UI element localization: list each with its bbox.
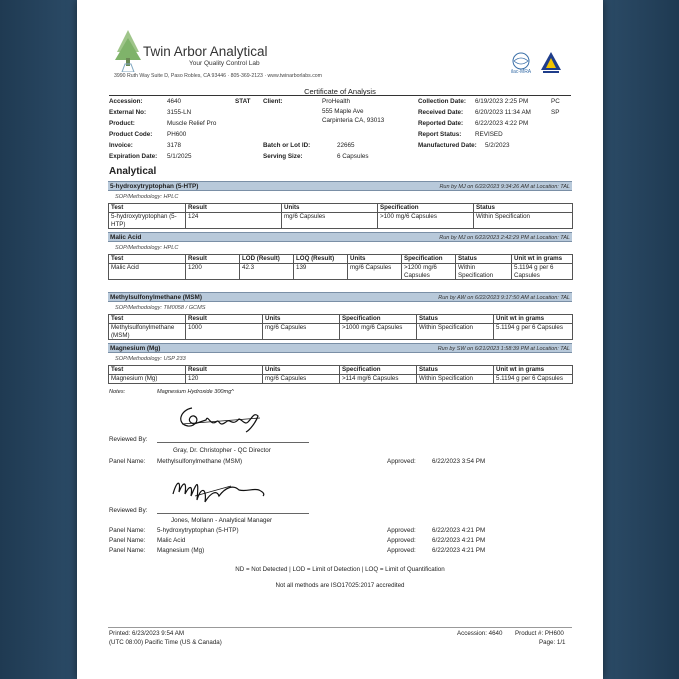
panel-name-value: Malic Acid [157,537,186,544]
received-date-label: Received Date: [418,109,464,116]
client-name: ProHealth [322,98,351,105]
table-header-row [109,315,573,324]
section-sop: SOP/Methodology: USP 233 [115,356,186,362]
received-code: SP [551,109,560,116]
table-cell: >1000 mg/6 Capsules [340,323,417,340]
certificate-page [77,0,603,679]
invoice-value: 3178 [167,142,182,149]
section-run-info: Run by SW on 6/21/2023 1:58:39 PM at Location: TAL [437,345,570,352]
table-row [109,374,573,383]
section-bar-5htp [108,181,572,191]
table-cell: mg/6 Capsules [263,374,340,383]
section-bar-msm [108,292,572,302]
section-sop: SOP/Methodology: TM0058 / GCMS [115,305,206,311]
section-name: Magnesium (Mg) [110,345,161,352]
column-header: Unit wt in grams [512,255,573,264]
approved-label: Approved: [387,458,416,465]
table-cell: >100 mg/6 Capsules [378,212,474,229]
table-cell: 5.1194 g per 6 Capsules [494,374,573,383]
abbreviation-legend: ND = Not Detected | LOD = Limit of Detection | LOQ = Limit of Quantification [235,566,445,573]
approved-value: 6/22/2023 3:54 PM [432,458,486,465]
table-cell: 5.1194 g per 6 Capsules [512,263,573,280]
external-no-value: 3155-LN [167,109,192,116]
table-cell: >1200 mg/6 Capsules [402,263,456,280]
table-row [109,263,573,280]
table-row [109,323,573,340]
analytical-heading: Analytical [109,166,157,177]
section-name: Malic Acid [110,234,142,241]
approved-label: Approved: [387,547,416,554]
results-table-5htp [108,203,573,229]
svg-text:ilac-MRA: ilac-MRA [510,69,532,74]
expiration-date-label: Expiration Date: [109,153,158,160]
manufactured-date-value: 5/2/2023 [485,142,510,149]
external-no-label: External No: [109,109,147,116]
product-code-value: PH600 [167,131,187,138]
column-header: LOD (Result) [240,255,294,264]
product-value: Muscle Relief Pro [167,120,217,127]
table-cell: 1000 [186,323,263,340]
reviewer-name-2: Jones, Mollann - Analytical Manager [171,517,273,524]
manufactured-date-label: Manufactured Date: [418,142,477,149]
column-header: Unit wt in grams [494,315,573,324]
table-cell: 42.3 [240,263,294,280]
table-cell: 1200 [186,263,240,280]
invoice-label: Invoice: [109,142,133,149]
column-header: Specification [402,255,456,264]
notes-text: Magnesium Hydroxide 300mg^ [157,389,234,395]
serving-size-value: 6 Capsules [337,153,369,160]
header-divider [109,95,571,96]
pjla-badge-icon [539,50,563,76]
column-header: Result [186,255,240,264]
section-sop: SOP/Methodology: HPLC [115,245,179,251]
collection-date-value: 6/19/2023 2:25 PM [475,98,529,105]
table-row [109,212,573,229]
panel-name-value: Methylsulfonylmethane (MSM) [157,458,243,465]
table-cell: Magnesium (Mg) [109,374,186,383]
ilac-mra-badge-icon [508,52,534,74]
column-header: Units [263,366,340,375]
approved-label: Approved: [387,537,416,544]
collection-date-label: Collection Date: [418,98,466,105]
notes-label: Notes: [109,389,126,395]
table-cell: Malic Acid [109,263,186,280]
section-run-info: Run by MJ on 6/22/2023 9:34:26 AM at Location: TAL [439,183,570,190]
expiration-date-value: 5/1/2025 [167,153,192,160]
section-bar-magnesium [108,343,572,353]
approved-label: Approved: [387,527,416,534]
table-cell: 5-hydroxytryptophan (5-HTP) [109,212,186,229]
section-run-info: Run by AW on 6/22/2023 9:17:50 AM at Location: TAL [438,294,570,301]
section-bar-malic-acid [108,232,572,242]
company-name: Twin Arbor Analytical [143,44,268,59]
reviewed-by-label-2: Reviewed By: [109,507,148,514]
approved-value: 6/22/2023 4:21 PM [432,537,486,544]
client-address-line2: Carpinteria CA, 93013 [322,117,385,124]
table-cell: Within Specification [417,374,494,383]
column-header: Status [474,204,573,213]
company-tagline: Your Quality Control Lab [189,60,260,67]
table-cell: Within Specification [417,323,494,340]
footer-page: Page: 1/1 [539,639,566,646]
results-table-malic-acid [108,254,573,280]
column-header: Test [109,204,186,213]
signature-line-2 [157,513,309,514]
column-header: Status [456,255,512,264]
column-header: Result [186,315,263,324]
product-label: Product: [109,120,135,127]
stat-label: STAT [235,98,251,105]
table-cell: 5.1194 g per 6 Capsules [494,323,573,340]
product-code-label: Product Code: [109,131,153,138]
report-status-label: Report Status: [418,131,462,138]
company-address: 3990 Ruth Way Suite D, Paso Robles, CA 93446 · 805-369-2123 · www.twinarborlabs.com [114,73,322,79]
table-cell: 124 [186,212,282,229]
table-cell: mg/6 Capsules [263,323,340,340]
footer-product: Product #: PH600 [515,630,564,637]
table-header-row [109,366,573,375]
report-status-value: REVISED [475,131,503,138]
printed-timezone: (UTC 08:00) Pacific Time (US & Canada) [109,639,222,646]
accession-value: 4640 [167,98,182,105]
section-sop: SOP/Methodology: HPLC [115,194,179,200]
footer-divider [108,627,572,628]
signature-gray-image [172,400,272,434]
collection-code: PC [551,98,560,105]
column-header: Specification [378,204,474,213]
tree-flask-logo-icon [113,28,143,72]
table-cell: mg/6 Capsules [348,263,402,280]
column-header: Specification [340,315,417,324]
footer-accession: Accession: 4640 [457,630,503,637]
approved-value: 6/22/2023 4:21 PM [432,547,486,554]
column-header: Status [417,366,494,375]
reported-date-label: Reported Date: [418,120,464,127]
accession-label: Accession: [109,98,143,105]
printed-date: Printed: 6/23/2023 9:54 AM [109,630,184,637]
section-name: 5-hydroxytryptophan (5-HTP) [110,183,199,190]
batch-value: 22665 [337,142,355,149]
client-label: Client: [263,98,283,105]
panel-name-label: Panel Name: [109,527,146,534]
column-header: Result [186,204,282,213]
column-header: Specification [340,366,417,375]
reviewer-name-1: Gray, Dr. Christopher - QC Director [173,447,271,454]
table-header-row [109,204,573,213]
section-name: Methylsulfonylmethane (MSM) [110,294,202,301]
table-cell: Within Specification [456,263,512,280]
table-cell: Methylsulfonylmethane (MSM) [109,323,186,340]
column-header: Units [282,204,378,213]
results-table-msm [108,314,573,340]
table-cell: Within Specification [474,212,573,229]
column-header: Unit wt in grams [494,366,573,375]
column-header: Status [417,315,494,324]
section-run-info: Run by MJ on 6/22/2023 2:42:29 PM at Location: TAL [439,234,570,241]
panel-name-value: Magnesium (Mg) [157,547,205,554]
batch-label: Batch or Lot ID: [263,142,311,149]
received-date-value: 6/20/2023 11:34 AM [475,109,531,116]
column-header: Test [109,255,186,264]
table-cell: 139 [294,263,348,280]
signature-line-1 [157,442,309,443]
reported-date-value: 6/22/2023 4:22 PM [475,120,529,127]
panel-name-value: 5-hydroxytryptophan (5-HTP) [157,527,239,534]
table-cell: 120 [186,374,263,383]
certificate-title: Certificate of Analysis [304,87,376,96]
iso-statement: Not all methods are ISO17025:2017 accredited [275,582,405,589]
panel-name-label: Panel Name: [109,537,146,544]
column-header: Test [109,315,186,324]
column-header: Test [109,366,186,375]
serving-size-label: Serving Size: [263,153,303,160]
table-cell: mg/6 Capsules [282,212,378,229]
column-header: Result [186,366,263,375]
panel-name-label: Panel Name: [109,458,146,465]
reviewed-by-label-1: Reviewed By: [109,436,148,443]
table-cell: >114 mg/6 Capsules [340,374,417,383]
results-table-magnesium [108,365,573,384]
signature-jones-image [167,472,277,506]
approved-value: 6/22/2023 4:21 PM [432,527,486,534]
column-header: Units [348,255,402,264]
panel-name-label: Panel Name: [109,547,146,554]
column-header: Units [263,315,340,324]
table-header-row [109,255,573,264]
client-address-line1: 555 Maple Ave [322,108,364,115]
column-header: LOQ (Result) [294,255,348,264]
